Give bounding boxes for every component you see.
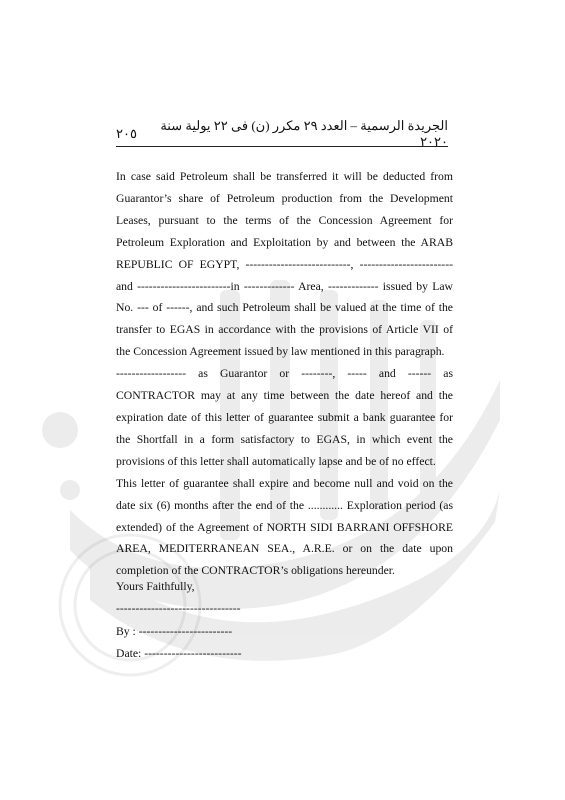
closing-line: Yours Faithfully, xyxy=(116,580,195,593)
paragraph-expiry: This letter of guarantee shall expire and become null and void on the date six (6) months after the end of the ............ Exploration period (as extended) of the Agreement of NORTH SIDI BARRANI OFFSHORE AREA, MEDITERRANEAN SEA., A.R.E. or on the date upon completion of the CONTRACTOR’s obligations hereunder. xyxy=(116,476,453,578)
letter-body xyxy=(116,166,453,582)
page-header xyxy=(116,118,448,149)
paragraph-petroleum-transfer: In case said Petroleum shall be transferred it will be deducted from Guarantor’s share of Petroleum production from the Development Leases, pursuant to the terms of the Concession Agreement for Petroleum Exploration and Exploitation by and between the ARAB REPUBLIC OF EGYPT, ---------------------------, ------------------------ and ------------------------in ------------- Area, ------------- issued by Law No. --- of ------, and such Petroleum shall be valued at the time of the transfer to EGAS in accordance with the provisions of Article VII of the Concession Agreement issued by law mentioned in this paragraph. xyxy=(116,170,453,359)
header-divider xyxy=(116,146,448,147)
page-number: ٢٠٥ xyxy=(116,126,137,141)
gazette-title: الجريدة الرسمية – العدد ٢٩ مكرر (ن) فى ٢٢ يولية سنة ٢٠٢٠ xyxy=(160,118,448,149)
signature-block xyxy=(116,576,456,665)
by-line: By : ------------------------ xyxy=(116,624,233,638)
signature-line: -------------------------------- xyxy=(116,602,241,616)
paragraph-bank-guarantee: ------------------ as Guarantor or --------, ----- and ------ as CONTRACTOR may at any time between the date hereof and the expiration date of this letter of guarantee submit a bank guarantee for the Shortfall in a form satisfactory to EGAS, in which event the provisions of this letter shall automatically lapse and be of no effect. xyxy=(116,367,453,468)
date-line: Date: ------------------------- xyxy=(116,646,242,660)
